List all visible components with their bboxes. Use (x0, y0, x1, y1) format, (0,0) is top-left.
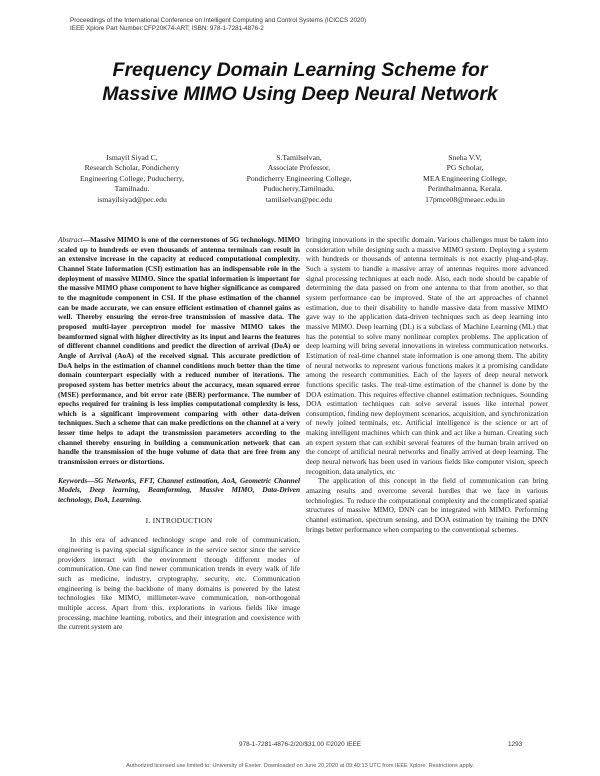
author-affiliation: Engineering College, Puducherry, (79, 173, 185, 183)
author-role: Associate Professor, (267, 163, 331, 173)
proceedings-line-2: IEEE Xplore Part Number:CFP20K74-ART; ISBN: 978-1-7281-4876-2 (70, 25, 264, 33)
author-block-2 (224, 153, 374, 205)
author-email: tamilselvan@pec.edu (265, 194, 333, 204)
paper-title (40, 58, 560, 106)
page-number: 1293 (508, 741, 523, 748)
author-email: 17pmce08@meaec.edu.in (425, 194, 505, 204)
author-role: PG Scholar, (446, 163, 484, 173)
keywords-text: 5G Networks, FFT, Channel estimation, AoA, Geometric Channel Models, Deep learning, Beamforming, Massive MIMO, Data-Driven technology, DoA, Learning. (58, 475, 300, 505)
abstract: Abstract—Massive MIMO is one of the cornerstones of 5G technology. MIMO scaled up to hundreds or even thousands of antenna terminals can result in an extensive increase in the capacity at reduced computational complexity. Channel State Information (CSI) estimation has an indispensable role in the deployment of massive MIMO. Since the spatial information is important for the massive MIMO phase component to have higher significance as compared to the magnitude component in CSI. If the phase estimation of the channel can be made accurate, we can ensure efficient estimation of channel gains as well. Thereby ensuring the error-free transmission of massive data. The proposed multi-layer perceptron model for massive MIMO takes the beamformed signal with higher directivity as its input and learns the features of different channel conditions and predict the direction of arrival (DoA) or Angle of Arrival (AoA) of the received signal. This accurate prediction of DoA helps in the estimation of channel conditions much better than the time domain counterpart especially with a reduced number of iterations. The proposed system has better metrics about the accuracy, mean squared error (MSE) performance, and bit error rate (BER) performance. The number of epochs required for training is less implies computational complexity is less, which is a significant improvement comparing with other data-driven techniques. Such a scheme that can make predictions on the channel at a very lesser time helps to adapt the transmission parameters according to the channel thereby ensuring in building a communication network that can handle the transmission of the huge volume of data that are free from any transmission errors or distortions. (58, 235, 300, 467)
proceedings-header (70, 17, 366, 33)
intro-paragraph-right-2: The application of this concept in the field of communication can bring amazing results and overcome several hurdles that we face in various technologies. To reduce the computational complexity and the complicated spatial structures of massive MIMO, DNN can be integrated with MIMO. Performing channel estimation, spectrum sensing, and DOA estimation by training the DNN brings better performance when comparing to the conventional schemes. (306, 476, 548, 534)
author-block-3 (390, 153, 540, 205)
author-location: Tamilnadu. (114, 184, 150, 194)
keywords-label: Keywords (58, 475, 88, 485)
author-location: Puducherry,Tamilnadu. (263, 184, 335, 194)
author-email: ismayilsiyad@pec.edu (97, 194, 167, 204)
abstract-label: Abstract (58, 235, 83, 244)
paper-title-line-2: Massive MIMO Using Deep Neural Network (102, 83, 498, 105)
author-block-1 (57, 153, 207, 205)
author-name: S.Tamilselvan, (276, 153, 322, 162)
proceedings-line-1: Proceedings of the International Conference on Intelligent Computing and Control Systems (ICICCS 2020) (70, 17, 367, 24)
author-affiliation: Pondicherry Engineering College, (246, 173, 352, 183)
author-role: Research Scholar, Pondicherry (84, 163, 180, 173)
author-name: Ismayil Siyad C, (106, 153, 158, 162)
right-column (306, 235, 548, 534)
left-column (58, 235, 300, 632)
intro-paragraph-right-1: bringing innovations in the specific domain. Various challenges must be taken into consideration while designing such a massive MIMO system. Deploying a system with hundreds or thousands of antenna terminals is not exactly plug-and-play. Such a system to handle a massive array of antennas requires more advanced signal processing techniques at each node. Also, each node should be capable of determining the data passed on from one antenna to that from another, so that system performance can be improved. State of the art approaches of channel estimation, due to their disability to handle massive data from massive MIMO gave way to the application data-driven techniques such as deep learning into massive MIMO. Deep learning (DL) is a subclass of Machine Learning (ML) that has the potential to solve many nonlinear complex problems. The application of deep learning will bring several innovations in wireless communication networks. Estimation of real-time channel state information is one among them. The ability of neural networks to represent various functions makes it a promising candidate among the research communities. Each of the layers of deep neural network functions specific tasks. The real-time estimation of the channel is done by the DOA estimation. This requires effective channel estimation techniques. Sounding DOA estimation techniques can solve several issues like internal power consumption, finding new deployment scenarios, acquisition, and synchronization of newly joined terminals, etc. Artificial intelligence is the science or art of making intelligent machines which can think and act like a human. Creating such an expert system that can exhibit several features of the human brain arrived on the concept of artificial neural networks and finally arrived at deep learning. The deep neural network has been used in various fields like computer vision, speech recognition, data analytics, etc (306, 235, 548, 476)
section-heading-introduction: I. INTRODUCTION (145, 515, 213, 525)
copyright-footer: 978-1-7281-4876-2/20/$31.00 ©2020 IEEE (239, 741, 361, 748)
license-notice: Authorized licensed use limited to: University of Exeter. Downloaded on June 20,2020 at 09:40:13 UTC from IEEE Xplore. Restrictions apply. (126, 763, 474, 769)
abstract-text: Massive MIMO is one of the cornerstones of 5G technology. MIMO scaled up to hundreds or even thousands of antenna terminals can result in an extensive increase in the capacity at reduced computational complexity. Channel State Information (CSI) estimation has an indispensable role in the deployment of massive MIMO. Since the spatial information is important for the massive MIMO phase component to have higher significance as compared to the magnitude component in CSI. If the phase estimation of the channel can be made accurate, we can ensure efficient estimation of channel gains as well. Thereby ensuring the error-free transmission of massive data. The proposed multi-layer perceptron model for massive MIMO takes the beamformed signal with higher directivity as its input and learns the features of different channel conditions and predict the direction of arrival (DoA) or Angle of Arrival (AoA) of the received signal. This accurate prediction of DoA helps in the estimation of channel conditions much better than the time domain counterpart especially with a reduced number of iterations. The proposed system has better metrics about the accuracy, mean squared error (MSE) performance, and bit error rate (BER) performance. The number of epochs required for training is less implies computational complexity is less, which is a significant improvement comparing with other data-driven techniques. Such a scheme that can make predictions on the channel at a very lesser time helps to adapt the transmission parameters according to the channel thereby ensuring in building a communication network that can handle the transmission of the huge volume of data that are free from any transmission errors or distortions. (58, 235, 300, 467)
intro-paragraph-left: In this era of advanced technology scope and role of communication, engineering is paving special significance in the service sector since the service providers interact with the environment through different modes of communication. One can find newer communication trends in every walk of life such as medicine, industry, cryptography, security, etc. Communication engineering is being the backbone of many domains is powered by the latest technologies like MIMO, millimeter-wave communication, non-orthogonal multiple access. Apart from this, explorations in various fields like image processing, machine learning, robotics, and their integration and coexistence with the current system are (58, 535, 300, 632)
author-name: Sneha V.V, (448, 153, 482, 162)
paper-title-line-1: Frequency Domain Learning Scheme for (112, 59, 488, 81)
keywords: Keywords—5G Networks, FFT, Channel estimation, AoA, Geometric Channel Models, Deep learning, Beamforming, Massive MIMO, Data-Driven technology, DoA, Learning. (58, 475, 300, 505)
author-location: Perinthalmanna, Kerala. (427, 184, 503, 194)
author-affiliation: MEA Engineering College, (423, 173, 507, 183)
